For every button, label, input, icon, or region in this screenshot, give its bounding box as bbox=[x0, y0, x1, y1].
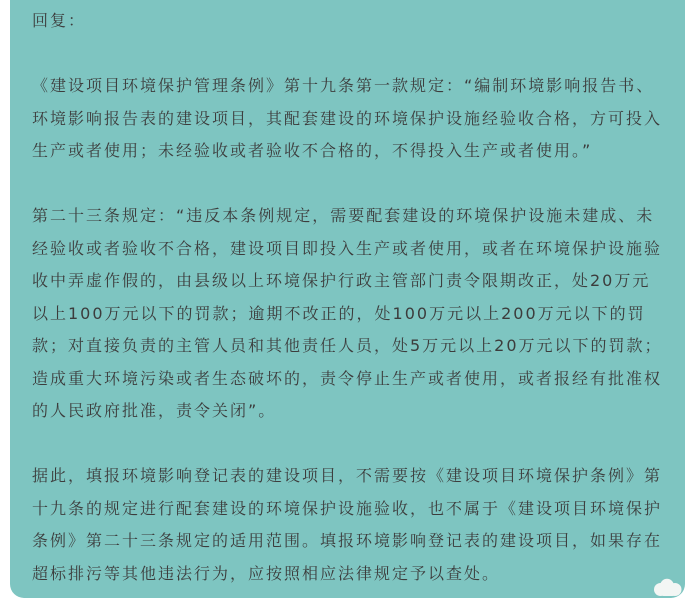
reply-panel bbox=[10, 0, 685, 598]
reply-paragraph: 第二十三条规定：“违反本条例规定，需要配套建设的环境保护设施未建成、未经验收或者验收不合格，建设项目即投入生产或者使用，或者在环境保护设施验收中弄虚作假的，由县级以上环境保护行政主管部门责令限期改正，处20万元以上100万元以下的罚款；逾期不改正的，处100万元以上200万元以下的罚款；对直接负责的主管人员和其他责任人员，处5万元以上20万元以下的罚款；造成重大环境污染或者生态破坏的，责令停止生产或者使用，或者报经有批准权的人民政府批准，责令关闭”。 bbox=[32, 206, 663, 420]
reply-paragraph: 据此，填报环境影响登记表的建设项目，不需要按《建设项目环境保护条例》第十九条的规定进行配套建设的环境保护设施验收，也不属于《建设项目环境保护条例》第二十三条规定的适用范围。填报环境影响登记表的建设项目，如果存在超标排污等其他违法行为，应按照相应法律规定予以查处。 bbox=[32, 466, 663, 583]
reply-paragraph: 《建设项目环境保护管理条例》第十九条第一款规定：“编制环境影响报告书、环境影响报告表的建设项目，其配套建设的环境保护设施经验收合格，方可投入生产或者使用；未经验收或者验收不合格的，不得投入生产或者使用。” bbox=[32, 76, 663, 160]
reply-content bbox=[32, 5, 666, 590]
cloud-icon bbox=[652, 578, 684, 596]
reply-label: 回复： bbox=[32, 11, 87, 30]
